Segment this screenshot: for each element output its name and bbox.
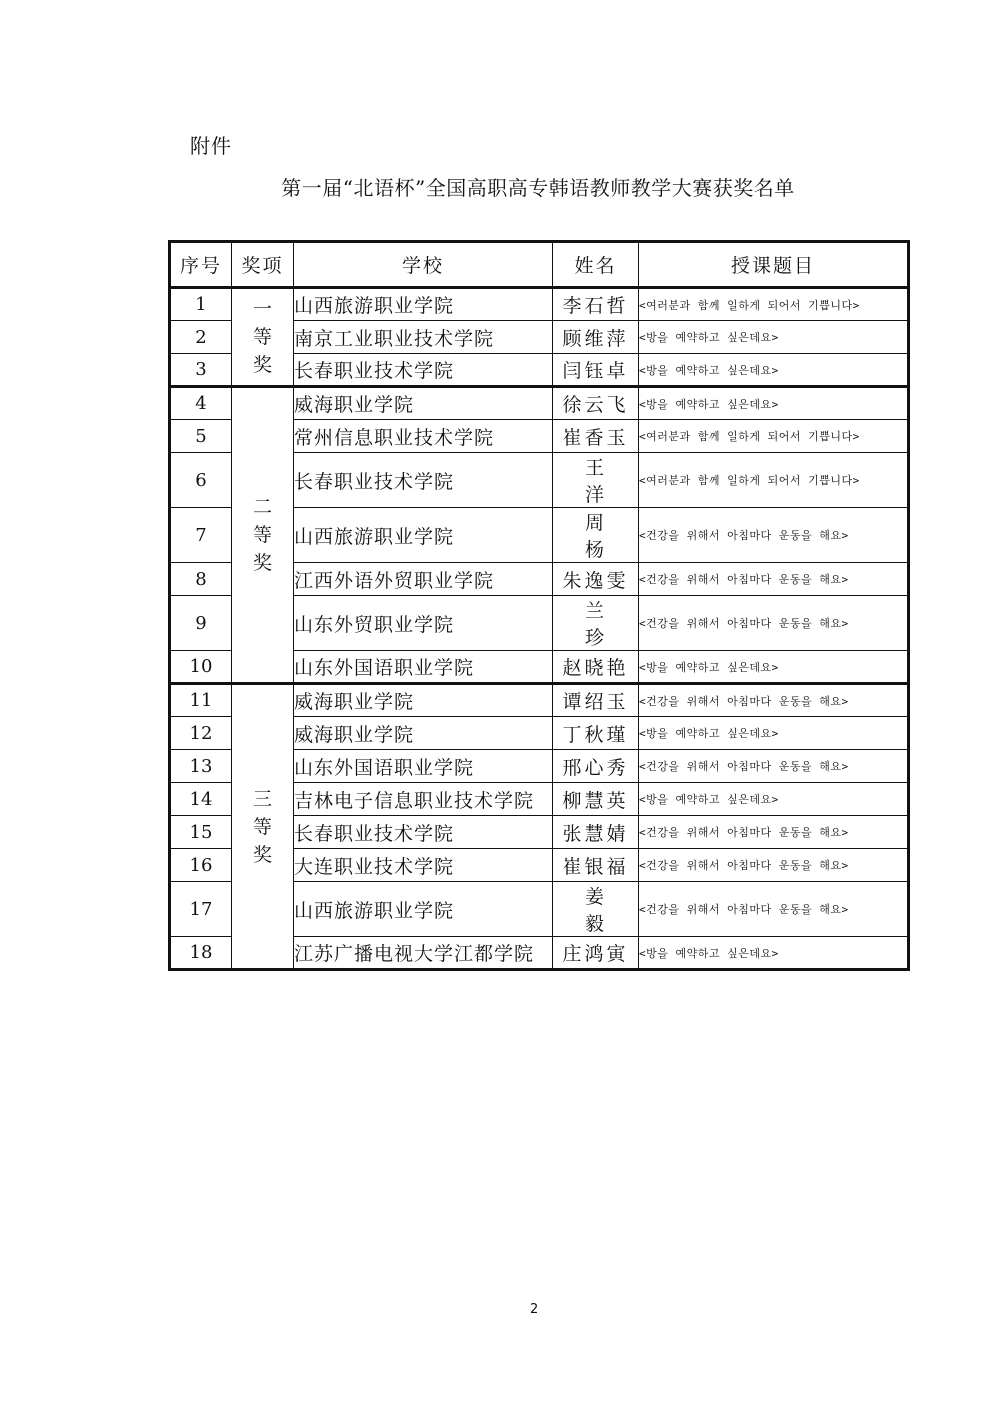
name-cell: 李石哲 <box>553 288 639 321</box>
topic-cell: <건강을 위해서 아침마다 운동을 해요> <box>639 596 909 651</box>
header-topic: 授课题目 <box>639 242 909 288</box>
school-cell: 长春职业技术学院 <box>294 816 553 849</box>
name-cell: 庄鸿寅 <box>553 937 639 970</box>
school-cell: 江苏广播电视大学江都学院 <box>294 937 553 970</box>
prize-third-cell <box>232 684 294 970</box>
seq-cell: 5 <box>170 420 232 453</box>
table-row <box>170 684 909 717</box>
seq-cell: 18 <box>170 937 232 970</box>
school-cell: 常州信息职业技术学院 <box>294 420 553 453</box>
topic-cell: <건강을 위해서 아침마다 운동을 해요> <box>639 684 909 717</box>
topic-cell: <건강을 위해서 아침마다 운동을 해요> <box>639 508 909 563</box>
topic-cell: <방을 예약하고 싶은데요> <box>639 387 909 420</box>
name-cell: 姜毅 <box>553 882 639 937</box>
seq-cell: 17 <box>170 882 232 937</box>
topic-cell: <건강을 위해서 아침마다 운동을 해요> <box>639 849 909 882</box>
name-cell: 张慧婧 <box>553 816 639 849</box>
seq-cell: 2 <box>170 321 232 354</box>
table-row <box>170 387 909 420</box>
prize-char: 等 <box>252 326 272 348</box>
name-cell: 朱逸雯 <box>553 563 639 596</box>
topic-cell: <방을 예약하고 싶은데요> <box>639 321 909 354</box>
school-cell: 山东外贸职业学院 <box>294 596 553 651</box>
seq-cell: 9 <box>170 596 232 651</box>
document-title: 第一届“北语杯”全国高职高专韩语教师教学大赛获奖名单 <box>281 176 795 200</box>
seq-cell: 7 <box>170 508 232 563</box>
name-cell: 丁秋瑾 <box>553 717 639 750</box>
prize-char: 三 <box>252 787 272 810</box>
seq-cell: 13 <box>170 750 232 783</box>
school-cell: 山西旅游职业学院 <box>294 882 553 937</box>
topic-cell: <방을 예약하고 싶은데요> <box>639 651 909 684</box>
topic-cell: <방을 예약하고 싶은데요> <box>639 937 909 970</box>
topic-cell: <방을 예약하고 싶은데요> <box>639 783 909 816</box>
name-cell: 崔银福 <box>553 849 639 882</box>
school-cell: 山西旅游职业学院 <box>294 288 553 321</box>
school-cell: 江西外语外贸职业学院 <box>294 563 553 596</box>
seq-cell: 16 <box>170 849 232 882</box>
attachment-label: 附件 <box>190 134 232 158</box>
name-cell: 谭绍玉 <box>553 684 639 717</box>
name-cell: 徐云飞 <box>553 387 639 420</box>
seq-cell: 11 <box>170 684 232 717</box>
table-row <box>170 288 909 321</box>
prize-char: 二 <box>252 496 272 518</box>
name-cell: 闫钰卓 <box>553 354 639 387</box>
header-prize: 奖项 <box>232 242 294 288</box>
topic-cell: <여러분과 함께 일하게 되어서 기쁩니다> <box>639 453 909 508</box>
prize-char: 一 <box>252 298 272 320</box>
prize-char: 等 <box>252 524 272 546</box>
header-school: 学校 <box>294 242 553 288</box>
seq-cell: 1 <box>170 288 232 321</box>
school-cell: 山东外国语职业学院 <box>294 651 553 684</box>
school-cell: 大连职业技术学院 <box>294 849 553 882</box>
topic-cell: <건강을 위해서 아침마다 운동을 해요> <box>639 816 909 849</box>
prize-char: 奖 <box>252 843 272 866</box>
name-cell: 赵晓艳 <box>553 651 639 684</box>
school-cell: 山西旅游职业学院 <box>294 508 553 563</box>
topic-cell: <방을 예약하고 싶은데요> <box>639 717 909 750</box>
prize-second-cell <box>232 387 294 684</box>
name-cell: 崔香玉 <box>553 420 639 453</box>
seq-cell: 14 <box>170 783 232 816</box>
seq-cell: 10 <box>170 651 232 684</box>
seq-cell: 4 <box>170 387 232 420</box>
topic-cell: <건강을 위해서 아침마다 운동을 해요> <box>639 882 909 937</box>
prize-first-cell <box>232 288 294 387</box>
topic-cell: <여러분과 함께 일하게 되어서 기쁩니다> <box>639 288 909 321</box>
topic-cell: <방을 예약하고 싶은데요> <box>639 354 909 387</box>
topic-cell: <건강을 위해서 아침마다 운동을 해요> <box>639 563 909 596</box>
award-table <box>168 240 910 971</box>
seq-cell: 15 <box>170 816 232 849</box>
school-cell: 威海职业学院 <box>294 387 553 420</box>
prize-char: 奖 <box>252 354 272 376</box>
school-cell: 山东外国语职业学院 <box>294 750 553 783</box>
page-number: 2 <box>530 1302 539 1317</box>
prize-char: 等 <box>252 815 272 838</box>
topic-cell: <건강을 위해서 아침마다 운동을 해요> <box>639 750 909 783</box>
name-cell: 邢心秀 <box>553 750 639 783</box>
school-cell: 吉林电子信息职业技术学院 <box>294 783 553 816</box>
name-cell: 王洋 <box>553 453 639 508</box>
school-cell: 长春职业技术学院 <box>294 453 553 508</box>
school-cell: 南京工业职业技术学院 <box>294 321 553 354</box>
name-cell: 顾维萍 <box>553 321 639 354</box>
prize-char: 奖 <box>252 552 272 574</box>
header-seq: 序号 <box>170 242 232 288</box>
school-cell: 威海职业学院 <box>294 717 553 750</box>
seq-cell: 6 <box>170 453 232 508</box>
name-cell: 柳慧英 <box>553 783 639 816</box>
seq-cell: 12 <box>170 717 232 750</box>
seq-cell: 3 <box>170 354 232 387</box>
seq-cell: 8 <box>170 563 232 596</box>
school-cell: 威海职业学院 <box>294 684 553 717</box>
name-cell: 兰珍 <box>553 596 639 651</box>
table-header-row <box>170 242 909 288</box>
name-cell: 周杨 <box>553 508 639 563</box>
school-cell: 长春职业技术学院 <box>294 354 553 387</box>
topic-cell: <여러분과 함께 일하게 되어서 기쁩니다> <box>639 420 909 453</box>
header-name: 姓名 <box>553 242 639 288</box>
